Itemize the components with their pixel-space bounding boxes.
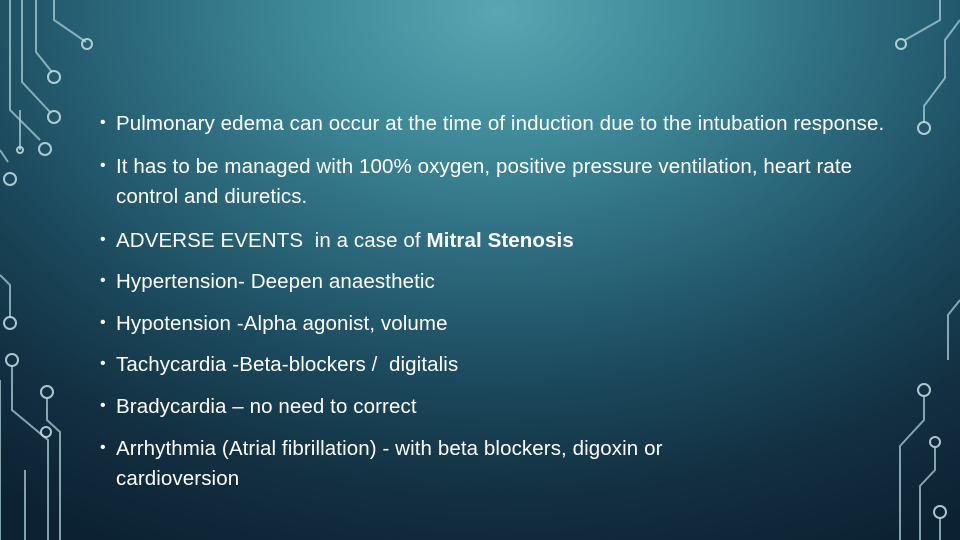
- bullet-text: It has to be managed with 100% oxygen, positive pressure ventilation, heart rate control and diuretics.: [116, 155, 853, 208]
- bullet-dot: •: [100, 272, 106, 289]
- circuit-top-right: [896, 0, 960, 134]
- circuit-left: [0, 275, 60, 540]
- bullet-text: Arrhythmia (Atrial fibrillation) - with beta blockers, digoxin or cardioversion: [116, 437, 663, 490]
- bullet-hypertension: [100, 267, 890, 297]
- bullet-management: [100, 152, 890, 212]
- bullet-dot: •: [100, 157, 106, 174]
- bullet-bold-text: Mitral Stenosis: [426, 229, 574, 252]
- bullet-text: Hypertension- Deepen anaesthetic: [116, 270, 435, 293]
- bullet-text: Pulmonary edema can occur at the time of induction due to the intubation response.: [116, 112, 885, 135]
- circuit-top-left: [0, 0, 92, 185]
- slide-body: [100, 109, 890, 494]
- bullet-dot: •: [100, 439, 106, 456]
- bullet-dot: •: [100, 114, 106, 131]
- bullet-dot: •: [100, 231, 106, 248]
- bullet-text: Hypotension -Alpha agonist, volume: [116, 312, 448, 335]
- bullet-pulmonary-edema: [100, 109, 890, 139]
- bullet-text: ADVERSE EVENTS in a case of: [116, 229, 427, 252]
- circuit-right: [900, 300, 960, 540]
- bullet-bradycardia: [100, 392, 890, 422]
- bullet-tachycardia: [100, 350, 890, 380]
- bullet-hypotension: [100, 309, 890, 339]
- bullet-dot: •: [100, 314, 106, 331]
- bullet-adverse-events: [100, 226, 890, 256]
- bullet-dot: •: [100, 397, 106, 414]
- bullet-text: Bradycardia – no need to correct: [116, 395, 417, 418]
- bullet-dot: •: [100, 355, 106, 372]
- bullet-arrhythmia: [100, 434, 776, 494]
- bullet-text: Tachycardia -Beta-blockers / digitalis: [116, 353, 459, 376]
